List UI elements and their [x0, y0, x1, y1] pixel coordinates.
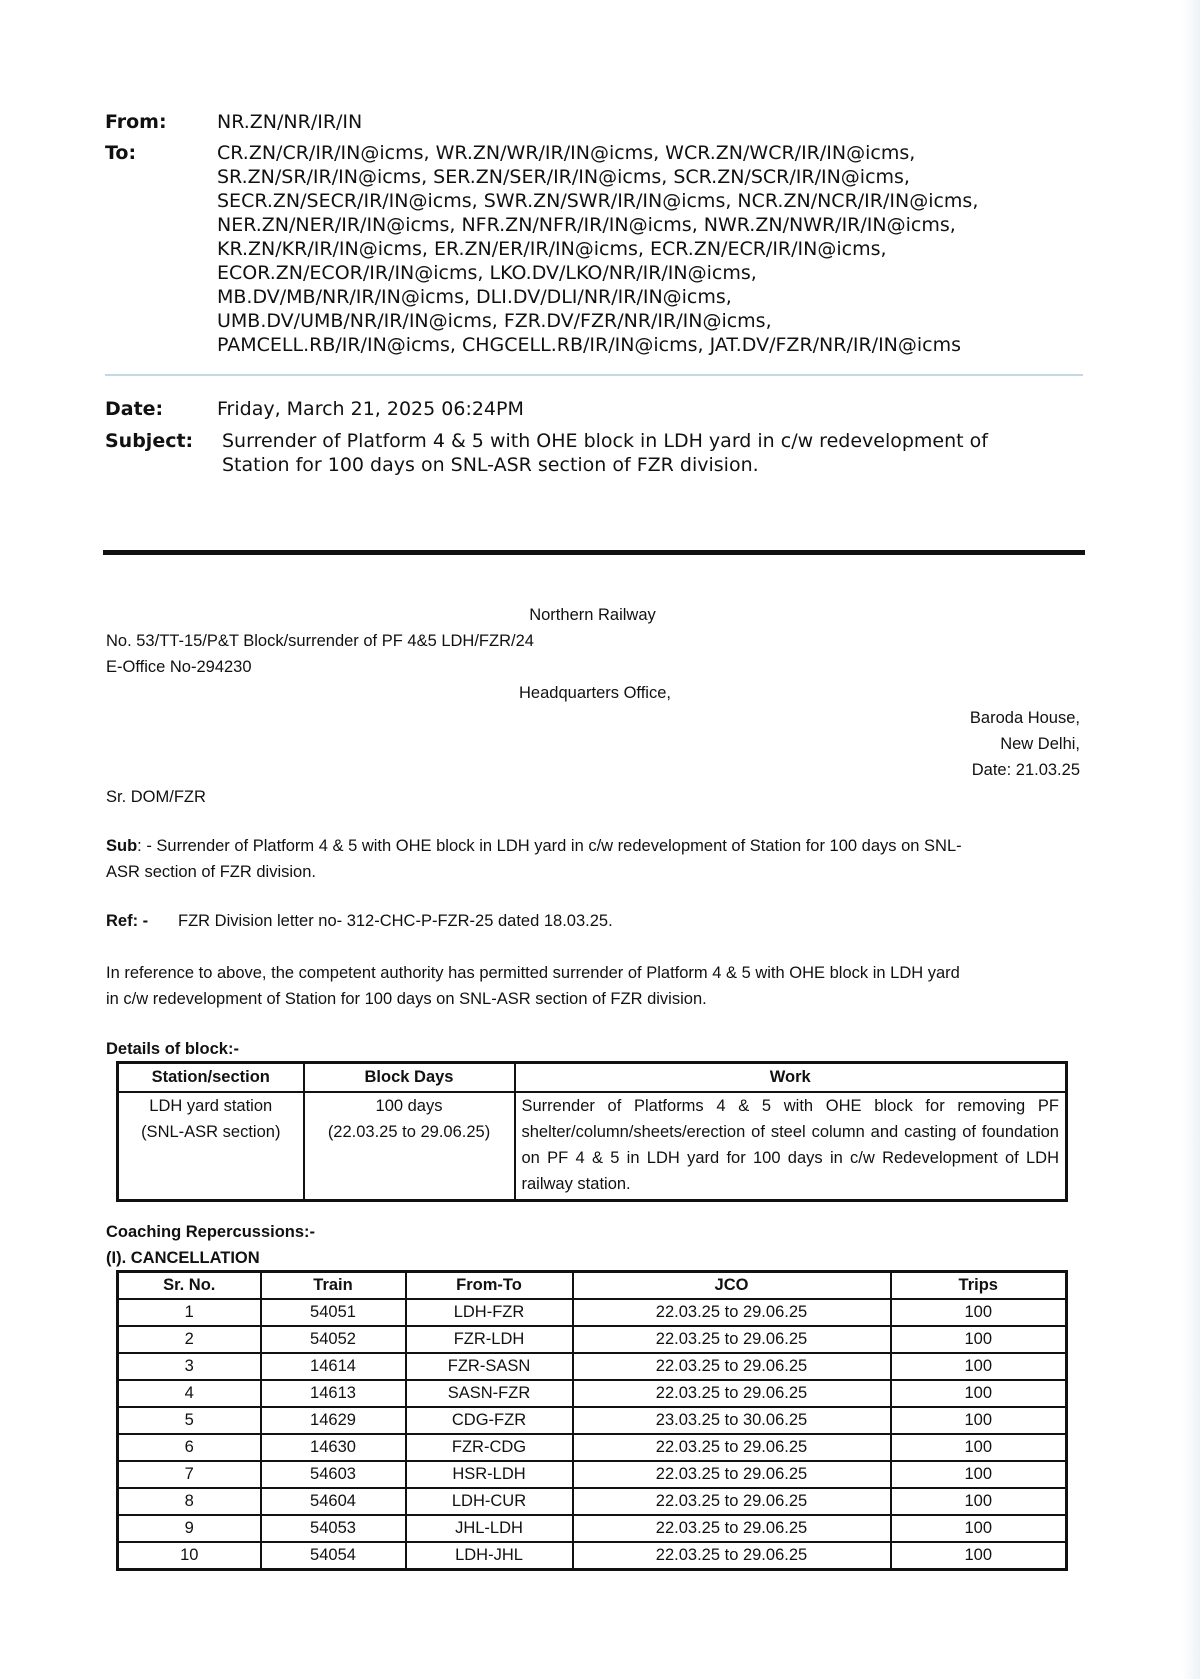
from-value: NR.ZN/NR/IR/IN [217, 111, 363, 133]
from-to-cell: LDH-JHL [406, 1542, 573, 1570]
train-cell: 54053 [261, 1515, 406, 1542]
sr-no-cell: 7 [118, 1461, 261, 1488]
recipient-line: CR.ZN/CR/IR/IN@icms, WR.ZN/WR/IR/IN@icms, WCR.ZN/WCR/IR/IN@icms, [217, 142, 916, 164]
table-row [118, 1380, 1067, 1407]
table-row [118, 1353, 1067, 1380]
recipient-line: MB.DV/MB/NR/IR/IN@icms, DLI.DV/DLI/NR/IR/IN@icms, [217, 286, 732, 308]
trips-cell: 100 [891, 1515, 1067, 1542]
work-cell: Surrender of Platforms 4 & 5 with OHE block for removing PF shelter/column/sheets/erection of steel column and casting of foundation on PF 4 & 5 in LDH yard for 100 days in c/w Redevelopment of LDH railway station. [515, 1092, 1067, 1201]
train-cell: 54604 [261, 1488, 406, 1515]
subject-row [105, 429, 1072, 477]
coaching-repercussions-heading: Coaching Repercussions:- [106, 1223, 316, 1241]
recipient-line: SR.ZN/SR/IR/IN@icms, SER.ZN/SER/IR/IN@icms, SCR.ZN/SCR/IR/IN@icms, [217, 166, 910, 188]
letter-date: Date: 21.03.25 [971, 761, 1080, 779]
office-name: Headquarters Office, [519, 684, 671, 702]
recipient-line: PAMCELL.RB/IR/IN@icms, CHGCELL.RB/IR/IN@icms, JAT.DV/FZR/NR/IR/IN@icms [217, 334, 962, 356]
cancellation-heading: (I). CANCELLATION [106, 1249, 260, 1267]
subject-value [217, 429, 1072, 477]
column-header: Work [515, 1063, 1067, 1093]
jco-cell: 22.03.25 to 29.06.25 [573, 1299, 891, 1326]
station-line: LDH yard station [149, 1097, 273, 1115]
ref-text: FZR Division letter no- 312-CHC-P-FZR-25 dated 18.03.25. [178, 912, 613, 930]
to-row [105, 141, 1067, 357]
column-header: Sr. No. [118, 1272, 261, 1300]
sr-no-cell: 6 [118, 1434, 261, 1461]
table-row [118, 1326, 1067, 1353]
from-to-cell: FZR-SASN [406, 1353, 573, 1380]
column-header: JCO [573, 1272, 891, 1300]
table-row [118, 1407, 1067, 1434]
table-row [118, 1461, 1067, 1488]
sub-text: : - Surrender of Platform 4 & 5 with OHE block in LDH yard in c/w redevelopment of Station for 100 days on SNL- [137, 837, 962, 855]
table-row [118, 1542, 1067, 1570]
sub-label: Sub [106, 837, 138, 855]
sr-no-cell: 8 [118, 1488, 261, 1515]
days-line: (22.03.25 to 29.06.25) [327, 1123, 491, 1141]
sr-no-cell: 9 [118, 1515, 261, 1542]
column-header: Train [261, 1272, 406, 1300]
trips-cell: 100 [891, 1434, 1067, 1461]
to-label: To: [105, 142, 137, 164]
jco-cell: 22.03.25 to 29.06.25 [573, 1380, 891, 1407]
address-line: New Delhi, [1000, 735, 1080, 753]
section-divider [103, 550, 1085, 555]
station-cell [118, 1092, 304, 1201]
sr-no-cell: 5 [118, 1407, 261, 1434]
trips-cell: 100 [891, 1326, 1067, 1353]
date-value: Friday, March 21, 2025 06:24PM [217, 398, 524, 420]
trips-cell: 100 [891, 1380, 1067, 1407]
trips-cell: 100 [891, 1299, 1067, 1326]
trips-cell: 100 [891, 1461, 1067, 1488]
table-header-row [118, 1063, 1067, 1093]
jco-cell: 22.03.25 to 29.06.25 [573, 1542, 891, 1570]
train-cell: 14614 [261, 1353, 406, 1380]
address-line: Baroda House, [969, 709, 1080, 727]
cancellation-table [116, 1270, 1068, 1571]
addressee: Sr. DOM/FZR [106, 788, 206, 806]
jco-cell: 22.03.25 to 29.06.25 [573, 1434, 891, 1461]
table-row [118, 1434, 1067, 1461]
trips-cell: 100 [891, 1353, 1067, 1380]
trips-cell: 100 [891, 1542, 1067, 1570]
trips-cell: 100 [891, 1407, 1067, 1434]
train-cell: 54603 [261, 1461, 406, 1488]
table-row [118, 1515, 1067, 1542]
recipient-line: SECR.ZN/SECR/IR/IN@icms, SWR.ZN/SWR/IR/IN@icms, NCR.ZN/NCR/IR/IN@icms, [217, 190, 979, 212]
from-label: From: [105, 111, 167, 133]
train-cell: 54052 [261, 1326, 406, 1353]
jco-cell: 23.03.25 to 30.06.25 [573, 1407, 891, 1434]
train-cell: 14630 [261, 1434, 406, 1461]
eoffice-number: E-Office No-294230 [106, 658, 252, 676]
jco-cell: 22.03.25 to 29.06.25 [573, 1488, 891, 1515]
subject-line: Station for 100 days on SNL-ASR section of FZR division. [222, 454, 759, 476]
jco-cell: 22.03.25 to 29.06.25 [573, 1461, 891, 1488]
column-header: From-To [406, 1272, 573, 1300]
table-row [118, 1092, 1067, 1201]
jco-cell: 22.03.25 to 29.06.25 [573, 1353, 891, 1380]
from-to-cell: SASN-FZR [406, 1380, 573, 1407]
train-cell: 14629 [261, 1407, 406, 1434]
from-to-cell: FZR-CDG [406, 1434, 573, 1461]
column-header: Station/section [118, 1063, 304, 1093]
train-cell: 14613 [261, 1380, 406, 1407]
table-row [118, 1299, 1067, 1326]
details-heading: Details of block:- [106, 1040, 239, 1058]
body-paragraph-line: in c/w redevelopment of Station for 100 days on SNL-ASR section of FZR division. [106, 990, 707, 1008]
trips-cell: 100 [891, 1488, 1067, 1515]
column-header: Block Days [304, 1063, 515, 1093]
letter-subject [106, 833, 962, 859]
train-cell: 54051 [261, 1299, 406, 1326]
date-row [105, 397, 1067, 421]
recipient-line: ECOR.ZN/ECOR/IR/IN@icms, LKO.DV/LKO/NR/IR/IN@icms, [217, 262, 757, 284]
block-days-cell [304, 1092, 515, 1201]
sr-no-cell: 4 [118, 1380, 261, 1407]
recipient-line: UMB.DV/UMB/NR/IR/IN@icms, FZR.DV/FZR/NR/IR/IN@icms, [217, 310, 772, 332]
jco-cell: 22.03.25 to 29.06.25 [573, 1515, 891, 1542]
recipient-line: KR.ZN/KR/IR/IN@icms, ER.ZN/ER/IR/IN@icms, ECR.ZN/ECR/IR/IN@icms, [217, 238, 887, 260]
letter-reference-number: No. 53/TT-15/P&T Block/surrender of PF 4&5 LDH/FZR/24 [106, 632, 534, 650]
from-to-cell: HSR-LDH [406, 1461, 573, 1488]
body-paragraph-line: In reference to above, the competent authority has permitted surrender of Platform 4 & 5 with OHE block in LDH yard [106, 964, 960, 982]
recipient-line: NER.ZN/NER/IR/IN@icms, NFR.ZN/NFR/IR/IN@icms, NWR.ZN/NWR/IR/IN@icms, [217, 214, 956, 236]
page-edge-shadow [1182, 0, 1200, 1679]
from-to-cell: FZR-LDH [406, 1326, 573, 1353]
train-cell: 54054 [261, 1542, 406, 1570]
jco-cell: 22.03.25 to 29.06.25 [573, 1326, 891, 1353]
column-header: Trips [891, 1272, 1067, 1300]
sr-no-cell: 10 [118, 1542, 261, 1570]
from-to-cell: LDH-FZR [406, 1299, 573, 1326]
ref-label: Ref: - [106, 912, 149, 930]
subject-line: Surrender of Platform 4 & 5 with OHE block in LDH yard in c/w redevelopment of [222, 430, 988, 452]
station-line: (SNL-ASR section) [141, 1123, 281, 1141]
to-recipients [217, 141, 1067, 357]
date-label: Date: [105, 398, 164, 420]
sr-no-cell: 1 [118, 1299, 261, 1326]
table-header-row [118, 1272, 1067, 1300]
organization-name: Northern Railway [529, 606, 656, 624]
header-divider [105, 374, 1083, 376]
letter-ref [106, 908, 613, 934]
sub-text-continued: ASR section of FZR division. [106, 863, 316, 881]
from-to-cell: JHL-LDH [406, 1515, 573, 1542]
table-row [118, 1488, 1067, 1515]
sr-no-cell: 2 [118, 1326, 261, 1353]
from-to-cell: CDG-FZR [406, 1407, 573, 1434]
block-details-table [116, 1061, 1068, 1202]
sr-no-cell: 3 [118, 1353, 261, 1380]
subject-label: Subject: [105, 430, 194, 452]
from-row [105, 110, 1067, 134]
days-line: 100 days [375, 1097, 443, 1115]
from-to-cell: LDH-CUR [406, 1488, 573, 1515]
